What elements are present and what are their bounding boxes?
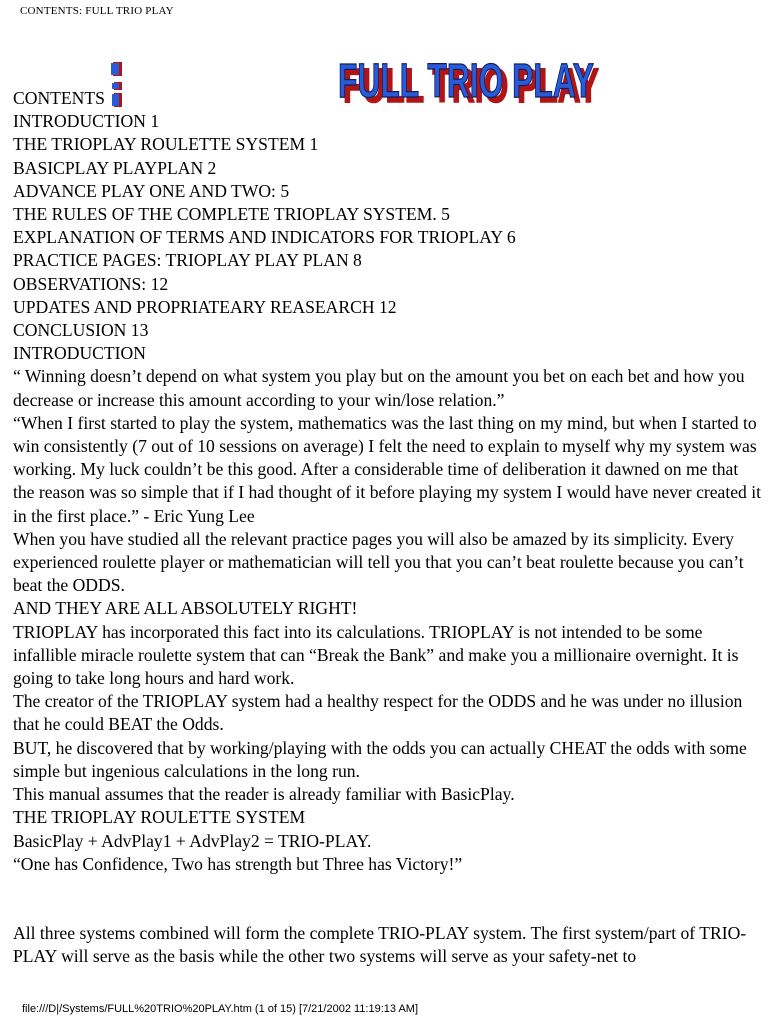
toc-item: INTRODUCTION 1	[13, 111, 160, 132]
document-body	[13, 87, 763, 968]
page-header-title: CONTENTS: FULL TRIO PLAY	[20, 5, 174, 17]
introduction-heading: INTRODUCTION	[13, 343, 146, 364]
intro-paragraph: When you have studied all the relevant practice pages you will also be amazed by its simplicity. Every experienced roulette player or mathematician will tell you that you can’t beat roulette because you can’t beat the ODDS.	[13, 528, 744, 596]
system-heading: THE TRIOPLAY ROULETTE SYSTEM	[13, 807, 306, 828]
toc-item: ADVANCE PLAY ONE AND TWO: 5	[13, 180, 290, 201]
intro-paragraph: BUT, he discovered that by working/playing with the odds you can actually CHEAT the odds with some simple but ingenious calculations in the long run.	[13, 737, 747, 781]
toc-item: BASICPLAY PLAYPLAN 2	[13, 157, 217, 178]
system-quote: “One has Confidence, Two has strength but Three has Victory!”	[13, 853, 463, 874]
toc-item: UPDATES AND PROPRIATEARY REASEARCH 12	[13, 296, 397, 317]
intro-paragraph: “ Winning doesn’t depend on what system you play but on the amount you bet on each bet and how you decrease or increase this amount according to your win/lose relation.”	[13, 366, 745, 410]
intro-paragraph: TRIOPLAY has incorporated this fact into its calculations. TRIOPLAY is not intended to be some infallible miracle roulette system that can “Break the Bank” and make you a millionaire overnight. It is going to take long hours and hard work.	[13, 621, 739, 689]
toc-item: THE RULES OF THE COMPLETE TRIOPLAY SYSTEM. 5	[13, 204, 450, 225]
toc-item: OBSERVATIONS: 12	[13, 273, 169, 294]
intro-paragraph: AND THEY ARE ALL ABSOLUTELY RIGHT!	[13, 598, 358, 619]
intro-paragraph: This manual assumes that the reader is already familiar with BasicPlay.	[13, 784, 515, 805]
toc-item: THE TRIOPLAY ROULETTE SYSTEM 1	[13, 134, 319, 155]
intro-paragraph: “When I first started to play the system, mathematics was the last thing on my mind, but when I started to win consistently (7 out of 10 sessions on average) I felt the need to explain to myself why my system was working. My luck couldn’t be this good. After a considerable time of deliberation it dawned on me that the reason was so simple that if I had thought of it before playing my system I would have never created it in the first place.” - Eric Yung Lee	[13, 412, 762, 526]
intro-paragraph: The creator of the TRIOPLAY system had a healthy respect for the ODDS and he was under no illusion that he could BEAT the Odds.	[13, 691, 743, 735]
svg-text:FULL TRIO PLAY: FULL TRIO PLAY	[343, 60, 599, 108]
spacer	[13, 876, 763, 922]
toc-item: CONCLUSION 13	[13, 320, 149, 341]
contents-heading: CONTENTS	[13, 88, 105, 108]
toc-item: EXPLANATION OF TERMS AND INDICATORS FOR TRIOPLAY 6	[13, 227, 516, 248]
system-paragraph: All three systems combined will form the complete TRIO-PLAY system. The first system/part of TRIO-PLAY will serve as the basis while the other two systems will serve as your safety-net to	[13, 922, 747, 967]
toc-item: PRACTICE PAGES: TRIOPLAY PLAY PLAN 8	[13, 250, 362, 271]
svg-text:FULL TRIO PLAY: FULL TRIO PLAY	[338, 55, 594, 108]
system-formula: BasicPlay + AdvPlay1 + AdvPlay2 = TRIO-PLAY.	[13, 830, 372, 851]
page-footer-path: file:///D|/Systems/FULL%20TRIO%20PLAY.htm (1 of 15) [7/21/2002 11:19:13 AM]	[22, 1003, 418, 1015]
